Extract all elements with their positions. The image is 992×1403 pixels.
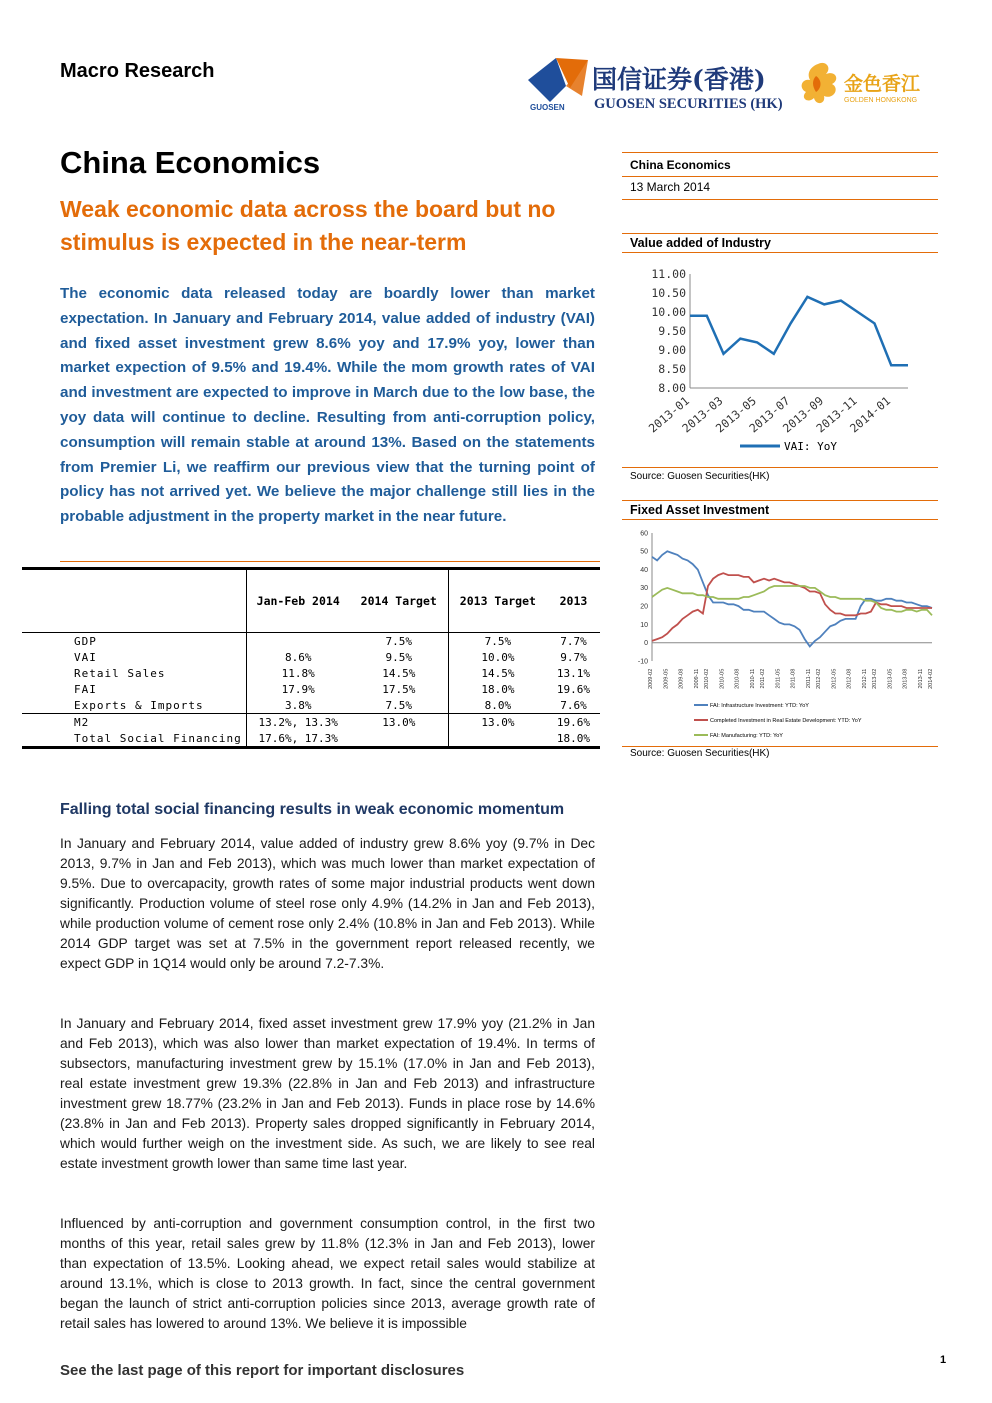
report-title: China Economics <box>60 145 321 180</box>
x-tick-label: 2014-02 <box>928 668 934 689</box>
cell-value: 18.0% <box>556 731 591 745</box>
sidebar-report-type: China Economics <box>630 158 731 172</box>
section-label: Macro Research <box>60 60 215 82</box>
cell-value: 11.8% <box>246 665 350 681</box>
body-paragraph: In January and February 2014, value added of industry grew 8.6% yoy (9.7% in Dec 2013, 9.7% in Jan and Feb 2013), which was much lower than market expectation of 9.5%. Due to overcapacity, growth rates of some major industrial products went down significantly. Production volume of steel rose only 4.9% (14.2% in Jan and Feb 2013), while production volume of cement rose only 2.4% (10.8% in Jan and Feb 2013). While 2014 GDP target was set at 7.5% in the government report released recently, we expect GDP in 1Q14 would only be around 7.2-7.3%. <box>60 836 595 971</box>
x-tick-label: 2010-08 <box>734 668 741 689</box>
y-tick-label: 50 <box>640 548 648 556</box>
x-tick-label: 2013-11 <box>917 668 924 689</box>
cell-value: 7.5% <box>448 633 547 650</box>
series-line <box>652 573 932 641</box>
x-tick-label: 2009-05 <box>663 668 670 689</box>
partner-cn-name: 金色香江 <box>844 73 921 95</box>
x-tick-label: 2013-11 <box>813 393 860 436</box>
company-logo <box>526 58 946 114</box>
y-tick-label: 60 <box>640 530 648 538</box>
divider <box>622 199 938 200</box>
x-tick-label: 2012-05 <box>831 668 838 689</box>
cell-value: 17.6%, 17.3% <box>246 730 350 748</box>
table-row <box>22 649 600 665</box>
cell-value: 10.0% <box>448 649 547 665</box>
cell-value: 18.0% <box>448 681 547 697</box>
cell-value <box>246 633 350 650</box>
cell-value <box>350 730 449 748</box>
page-number: 1 <box>940 1354 947 1366</box>
cell-value: 8.0% <box>448 697 547 714</box>
legend-label: FAI: Manufacturing: YTD: YoY <box>710 733 783 739</box>
legend-label: Completed Investment in Real Estate Development: YTD: YoY <box>710 718 862 724</box>
cell-value: 13.0% <box>382 715 416 729</box>
x-tick-label: 2013-08 <box>902 668 909 689</box>
x-tick-label: 2013-07 <box>746 393 793 436</box>
y-tick-label: -10 <box>637 658 648 666</box>
divider <box>622 467 938 468</box>
y-tick-label: 40 <box>640 566 648 574</box>
disclosure-note: See the last page of this report for important disclosures <box>60 1362 465 1379</box>
y-tick-label: 9.50 <box>658 323 686 338</box>
x-tick-label: 2013-05 <box>887 668 894 689</box>
chart-title: Value added of Industry <box>630 236 771 250</box>
cell-value: 14.5% <box>448 665 547 681</box>
x-tick-label: 2011-02 <box>760 668 766 689</box>
x-tick-label: 2012-11 <box>861 668 868 689</box>
x-tick-label: 2010-02 <box>704 668 710 689</box>
golden-hongkong-logo-icon <box>802 63 837 103</box>
cell-value: 13.1% <box>556 666 591 680</box>
divider <box>622 252 938 253</box>
body-paragraph: In January and February 2014, fixed asset investment grew 17.9% yoy (21.2% in Jan and Feb 2013), which was also lower than market expectation of 19.4%. In terms of subsectors, manufacturing investment grew by 15.1% (17.0% in Jan and Feb 2013), real estate investment grew 19.3% (22.8% in Jan and Feb 2013) and infrastructure investment grew 18.77% (23.2% in Jan and Feb 2013). Funds in place rose by 14.6% (23.8% in Jan and Feb 2013). Property sales dropped significantly in February 2014, which would further weigh on the investment side. As such, we are likely to see real estate investment growth lower than same time last year. <box>60 1016 595 1171</box>
guosen-logo-icon <box>526 58 946 114</box>
table-header-cell: Jan-Feb 2014 <box>246 569 350 633</box>
table-header-blank <box>22 569 246 633</box>
chart-source: Source: Guosen Securities(HK) <box>630 471 770 482</box>
report-subtitle: Weak economic data across the board but no stimulus is expected in the near-term <box>60 196 556 255</box>
cell-value: 3.8% <box>246 697 350 714</box>
cell-value: 14.5% <box>382 666 416 680</box>
table-header-cell: 2013 Target <box>448 569 547 633</box>
cell-value: 13.2%, 13.3% <box>246 714 350 731</box>
y-tick-label: 10.00 <box>651 304 686 319</box>
x-tick-label: 2010-11 <box>749 668 756 689</box>
divider <box>622 500 938 501</box>
table-row <box>22 633 600 650</box>
table-header-cell: 2014 Target <box>360 594 437 608</box>
legend-label: VAI: YoY <box>784 440 837 453</box>
row-label: FAI <box>74 682 97 696</box>
cell-value: 13.0% <box>448 714 547 731</box>
cell-value: 17.5% <box>382 682 416 696</box>
x-tick-label: 2013-09 <box>779 393 827 436</box>
y-tick-label: 30 <box>640 585 648 593</box>
cell-value: 7.5% <box>385 634 413 648</box>
divider <box>622 746 938 747</box>
row-label: Exports & Imports <box>74 698 204 712</box>
x-tick-label: 2011-08 <box>790 668 797 689</box>
cell-value <box>448 730 547 748</box>
x-tick-label: 2010-05 <box>719 668 726 689</box>
row-label: Retail Sales <box>74 666 166 680</box>
x-tick-label: 2009-11 <box>693 668 700 689</box>
report-summary: The economic data released today are boardly lower than market expectation. In January and February 2014, value added of industry (VAI) and fixed asset investment grew 8.6% yoy and 17.9% yoy, lower than market expection of 9.5% and 19.4%. While the mom growth rates of VAI and investment are expected to improve in March due to the low base, the yoy data will continue to decline. Resulting from anti-corruption policy, consumption will remain stable at around 13%. Based on the statements from Premier Li, we reaffirm our previous view that the turning point of policy has not arrived yet. We believe the major challenge still lies in the probable adjustment in the property market in the near future. <box>60 285 595 526</box>
x-tick-label: 2012-02 <box>816 668 822 689</box>
body-paragraph: Influenced by anti-corruption and government consumption control, in the first two months of this year, retail sales grew by 11.8% (12.3% in Jan and Feb 2013), lower than expectation of 13.5%. Looking ahead, we expect retail sales would stabilize at around 13.1%, which is close to 2013 growth. In fact, since the central government began the launch of strict anti-corruption policies since 2013, average growth rate of retail sales has lowered to around 13%. We believe it is impossible <box>60 1216 595 1331</box>
economic-data-table <box>22 567 600 749</box>
x-tick-label: 2011-11 <box>805 668 812 689</box>
cell-value: 7.7% <box>560 634 587 648</box>
y-tick-label: 9.00 <box>658 342 686 357</box>
x-tick-label: 2014-01 <box>847 393 894 436</box>
divider <box>622 152 938 153</box>
table-header-cell: 2013 <box>559 594 588 608</box>
cell-value: 8.6% <box>246 649 350 665</box>
y-tick-label: 20 <box>640 603 648 611</box>
x-tick-label: 2009-02 <box>648 668 654 689</box>
x-tick-label: 2011-05 <box>775 668 782 689</box>
x-tick-label: 2013-02 <box>872 668 878 689</box>
partner-en-name: GOLDEN HONGKONG <box>844 97 918 104</box>
cell-value: 9.7% <box>560 650 587 664</box>
table-row <box>22 681 600 697</box>
y-tick-label: 10.50 <box>651 285 686 300</box>
y-tick-label: 10 <box>640 621 648 629</box>
y-tick-label: 8.00 <box>658 380 686 395</box>
logo-cn-name: 国信证券(香港) <box>592 65 766 94</box>
row-label: Total Social Financing <box>74 731 242 745</box>
x-tick-label: 2013-01 <box>645 393 692 436</box>
cell-value: 19.6% <box>556 715 591 729</box>
cell-value: 19.6% <box>556 682 591 696</box>
row-label: GDP <box>74 634 97 648</box>
logo-en-name: GUOSEN SECURITIES (HK) <box>594 96 783 112</box>
chart-title: Fixed Asset Investment <box>630 503 770 517</box>
cell-value: 9.5% <box>385 650 413 664</box>
section-heading: Falling total social financing results in weak economic momentum <box>60 801 565 818</box>
y-tick-label: 0 <box>644 640 648 648</box>
table-row <box>22 730 600 748</box>
divider <box>622 519 938 520</box>
y-tick-label: 11.00 <box>651 266 686 281</box>
row-label: VAI <box>74 650 97 664</box>
x-tick-label: 2012-08 <box>846 668 853 689</box>
divider <box>622 176 938 177</box>
x-tick-label: 2013-03 <box>679 393 726 436</box>
cell-value: 17.9% <box>246 681 350 697</box>
sidebar-date: 13 March 2014 <box>630 180 711 194</box>
x-tick-label: 2009-08 <box>678 668 685 689</box>
cell-value: 7.5% <box>385 698 413 712</box>
table-row <box>22 665 600 681</box>
series-line <box>652 551 932 646</box>
row-label: M2 <box>74 715 90 729</box>
cell-value: 7.6% <box>560 698 587 712</box>
x-tick-label: 2013-05 <box>712 393 760 436</box>
y-tick-label: 8.50 <box>658 361 686 376</box>
fai-line-chart <box>622 523 938 745</box>
series-line <box>690 297 908 365</box>
logo-small-text: GUOSEN <box>530 103 565 112</box>
divider <box>60 561 600 562</box>
vai-line-chart <box>622 262 938 468</box>
table-row <box>22 697 600 714</box>
legend-label: FAI: Infrastructure Investment: YTD: YoY <box>710 703 809 709</box>
table-row <box>22 714 600 731</box>
chart-source: Source: Guosen Securities(HK) <box>630 748 770 759</box>
divider <box>622 233 938 234</box>
